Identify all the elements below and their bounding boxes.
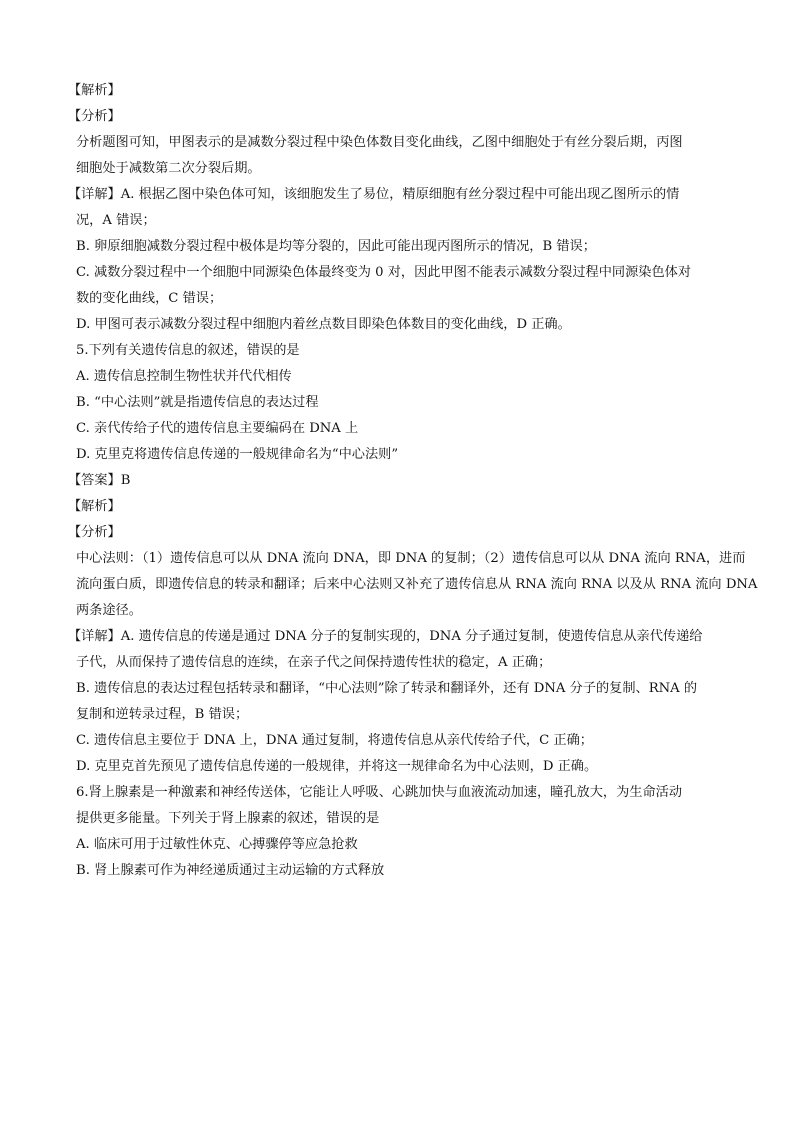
document-page [68,78,758,884]
section-heading-analysis: 【解析】 [68,83,121,98]
question-6-stem: 提供更多能量。下列关于肾上腺素的叙述，错误的是 [76,811,380,826]
section-heading-breakdown: 【分析】 [68,525,121,540]
option-explanation-d: D. 甲图可表示减数分裂过程中细胞内着丝点数目即染色体数目的变化曲线，D 正确。 [76,317,571,332]
option-explanation-c: C. 遗传信息主要位于 DNA 上，DNA 通过复制，将遗传信息从亲代传给子代，C 正确； [76,733,593,748]
option-explanation-b: B. 卵原细胞减数分裂过程中极体是均等分裂的，因此可能出现丙图所示的情况，B 错误； [76,239,596,254]
paragraph-line: 数的变化曲线，C 错误； [76,291,223,306]
question-5-option-c: C. 亲代传给子代的遗传信息主要编码在 DNA 上 [76,421,359,436]
section-heading-analysis: 【解析】 [68,499,121,514]
paragraph-line: 流向蛋白质，即遗传信息的转录和翻译；后来中心法则又补充了遗传信息从 RNA 流向 RNA 以及从 RNA 流向 DNA [76,577,758,592]
question-5-option-d: D. 克里克将遗传信息传递的一般规律命名为“中心法则” [76,447,399,462]
answer-line: 【答案】B [68,473,131,488]
question-6-option-b: B. 肾上腺素可作为神经递质通过主动运输的方式释放 [76,863,385,878]
detail-line: 【详解】A. 根据乙图中染色体可知，该细胞发生了易位，精原细胞有丝分裂过程中可能出现乙图所示的情 [68,187,680,202]
option-explanation-d: D. 克里克首先预见了遗传信息传递的一般规律，并将这一规律命名为中心法则，D 正确。 [76,759,598,774]
detail-line: 【详解】A. 遗传信息的传递是通过 DNA 分子的复制实现的，DNA 分子通过复制，使遗传信息从亲代传递给 [68,629,703,644]
option-explanation-b: B. 遗传信息的表达过程包括转录和翻译，“中心法则”除了转录和翻译外，还有 DNA 分子的复制、RNA 的 [76,681,698,696]
paragraph-line: 况，A 错误； [76,213,156,228]
paragraph-line: 中心法则：（1）遗传信息可以从 DNA 流向 DNA，即 DNA 的复制；（2）遗传信息可以从 DNA 流向 RNA，进而 [76,551,746,566]
question-5-option-b: B. “中心法则”就是指遗传信息的表达过程 [76,395,319,410]
section-heading-breakdown: 【分析】 [68,109,121,124]
question-5-option-a: A. 遗传信息控制生物性状并代代相传 [76,369,292,384]
paragraph-line: 细胞处于减数第二次分裂后期。 [76,161,261,176]
paragraph-line: 两条途径。 [76,603,142,618]
paragraph-line: 子代，从而保持了遗传信息的连续，在亲子代之间保持遗传性状的稳定，A 正确； [76,655,552,670]
question-6-option-a: A. 临床可用于过敏性休克、心搏骤停等应急抢救 [76,837,358,852]
paragraph-line: 分析题图可知，甲图表示的是减数分裂过程中染色体数目变化曲线，乙图中细胞处于有丝分裂后期，丙图 [76,135,683,150]
option-explanation-c: C. 减数分裂过程中一个细胞中同源染色体最终变为 0 对，因此甲图不能表示减数分裂过程中同源染色体对 [76,265,692,280]
question-5-stem: 5.下列有关遗传信息的叙述，错误的是 [76,343,300,358]
paragraph-line: 复制和逆转录过程，B 错误； [76,707,249,722]
question-6-stem: 6.肾上腺素是一种激素和神经传送体，它能让人呼吸、心跳加快与血液流动加速，瞳孔放大，为生命活动 [76,785,683,800]
